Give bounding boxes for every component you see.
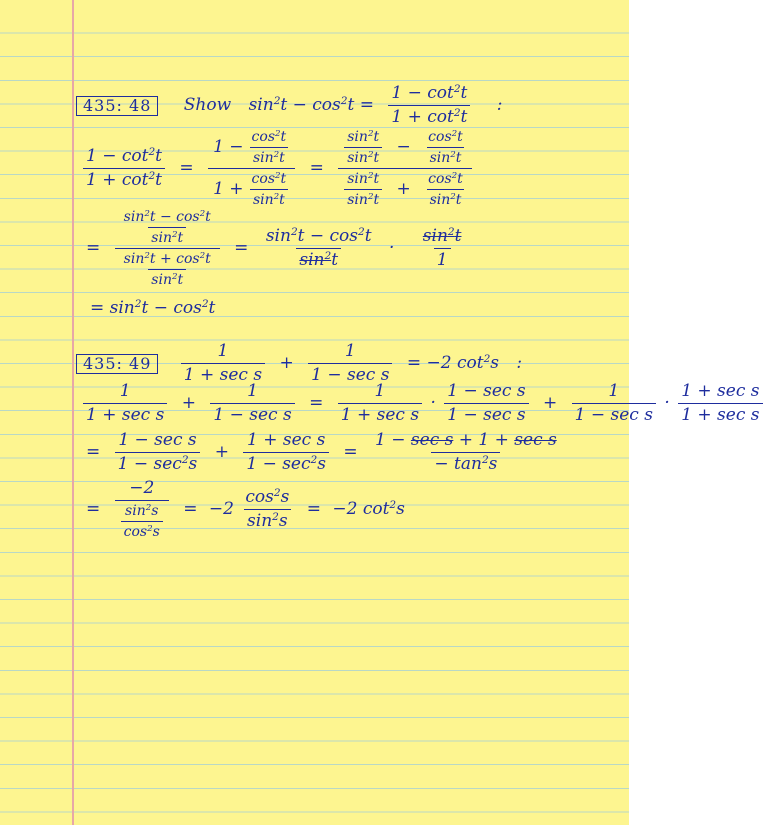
problem-48-line-2 — [80, 210, 467, 287]
problem-49-statement: 435: 49 $\frac{1}{\text{1 + sec s}}$ + $\frac{1}{\text{1 − sec s}}$ = −2 $\cot^2s$ : — [76, 343, 528, 384]
l1-equals-2: = — [309, 158, 324, 178]
l2-fraction-k: $\frac{\sin^2t}{1}$ — [422, 226, 462, 270]
problem-48-number: 435: 48 — [76, 96, 158, 116]
statement-48-colon: : — [496, 95, 503, 115]
problem-48-line-3: = $\sin^2t - \cos^2t$ — [90, 298, 216, 318]
l2-fraction-m: $\frac{\sin^2t - \cos^2t}{\sin^2t}$ — [265, 226, 372, 270]
problem-49-line-1: $\frac{1}{\text{1 + sec s}}$ + $\frac{1}{\text{1 − sec s}}$ = $\frac{1}{\text{1 + sec s}}$ · $\frac{\text{1 − sec s}}{\text{1 − sec s}}$ + $\frac{1}{\text{1 − sec s}}$ · $\frac{\text{1 + sec s}}{\text{1 + sec s}}$ — [80, 383, 766, 424]
final-result: −2 $\cot^2s$ — [332, 499, 405, 519]
l1-fraction-b: 1 − $\frac{\cos^2t}{\sin^2t}$ 1 + $\frac{\cos^2t}{\sin^2t}$ — [208, 130, 295, 207]
statement-48-rhs-fraction: $\frac{1 - \cot^2t}{1 + \cot^2t}$ — [388, 85, 470, 126]
l2-dot: · — [388, 238, 395, 258]
margin-rule — [72, 0, 74, 825]
problem-48-line-1 — [80, 130, 475, 207]
statement-49-fraction-1: $\frac{1}{\text{1 + sec s}}$ — [181, 343, 265, 384]
l2-equals-1: = — [86, 238, 101, 258]
l2-equals-2: = — [234, 238, 249, 258]
l1-equals-1: = — [179, 158, 194, 178]
show-word: Show — [183, 95, 232, 115]
statement-49-rhs: = −2 $\cot^2s$ — [406, 353, 500, 373]
l2-complex-fraction: $\frac{\frac{\sin^2t - \cos^2t}{\sin^2t}}{\frac{\sin^2t + \cos^2t}{\sin^2t}}$ — [115, 210, 220, 287]
problem-48-statement — [76, 85, 509, 126]
problem-49-number: 435: 49 — [76, 354, 158, 374]
statement-49-fraction-2: $\frac{1}{\text{1 − sec s}}$ — [308, 343, 392, 384]
l1-fraction-c: $\frac{\sin^2t}{\sin^2t}$ − $\frac{\cos^2t}{\sin^2t}$ $\frac{\sin^2t}{\sin^2t}$ + $\frac{\cos^2t}{\sin^2t}$ — [338, 130, 472, 207]
statement-48-lhs: $\sin^2t - \cos^2t$ = — [248, 95, 374, 115]
l1-fraction-a: $\frac{1 - \cot^2t}{1 + \cot^2t}$ — [83, 148, 165, 189]
problem-49-line-2: = $\frac{\text{1 − sec s}}{1 - \sec^2s}$ + $\frac{\text{1 + sec s}}{1 - \sec^2s}$ = $\frac{\text{1 − sec s + 1 + sec s}}{- \tan^2s}$ — [86, 430, 557, 474]
problem-49-line-3: = $\frac{-2}{\frac{\sin^2s}{\cos^2s}}$ = −2 $\frac{\cos^2s}{\sin^2s}$ = −2 $\cot^2s$ — [86, 478, 405, 540]
